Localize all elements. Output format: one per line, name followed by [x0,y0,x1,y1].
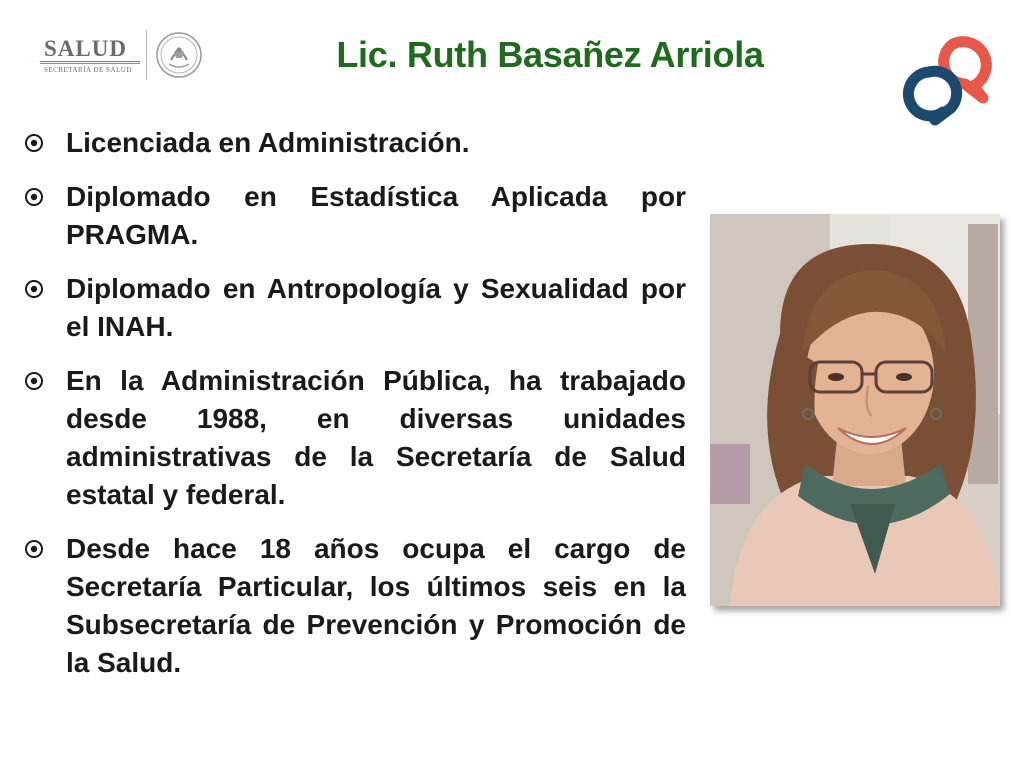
bullet-text: Diplomado en Estadística Aplicada por PRAGMA. [66,181,686,250]
bullet-item [24,270,686,346]
portrait-illustration [710,214,1000,606]
bullet-list [24,124,686,698]
interlocked-rings-logo-icon [895,28,1000,128]
circled-dot-icon [24,124,66,162]
bullet-text: En la Administración Pública, ha trabajado desde 1988, en diversas unidades administrativas de la Secretaría de Salud estatal y federal. [66,365,686,510]
salud-logo-subtitle: SECRETARÍA DE SALUD [44,66,132,74]
bullet-item [24,362,686,514]
bullet-text: Diplomado en Antropología y Sexualidad por el INAH. [66,273,686,342]
mexican-seal-icon [154,30,204,80]
bullet-text: Desde hace 18 años ocupa el cargo de Secretaría Particular, los últimos seis en la Subsecretaría de Prevención y Promoción de la Salud. [66,533,686,678]
salud-logo [36,28,216,84]
bullet-text: Licenciada en Administración. [66,127,470,158]
salud-logo-rule [40,63,140,64]
circled-dot-icon [24,178,66,216]
bullet-item [24,178,686,254]
circled-dot-icon [24,530,66,568]
circled-dot-icon [24,362,66,400]
bullet-item [24,530,686,682]
portrait-photo [710,214,1000,606]
salud-logo-text: SALUD [44,36,127,61]
circled-dot-icon [24,270,66,308]
logo-divider [146,30,147,80]
bullet-item [24,124,686,162]
slide-title: Lic. Ruth Basañez Arriola [336,34,764,75]
salud-logo-accent-rule [40,61,140,62]
